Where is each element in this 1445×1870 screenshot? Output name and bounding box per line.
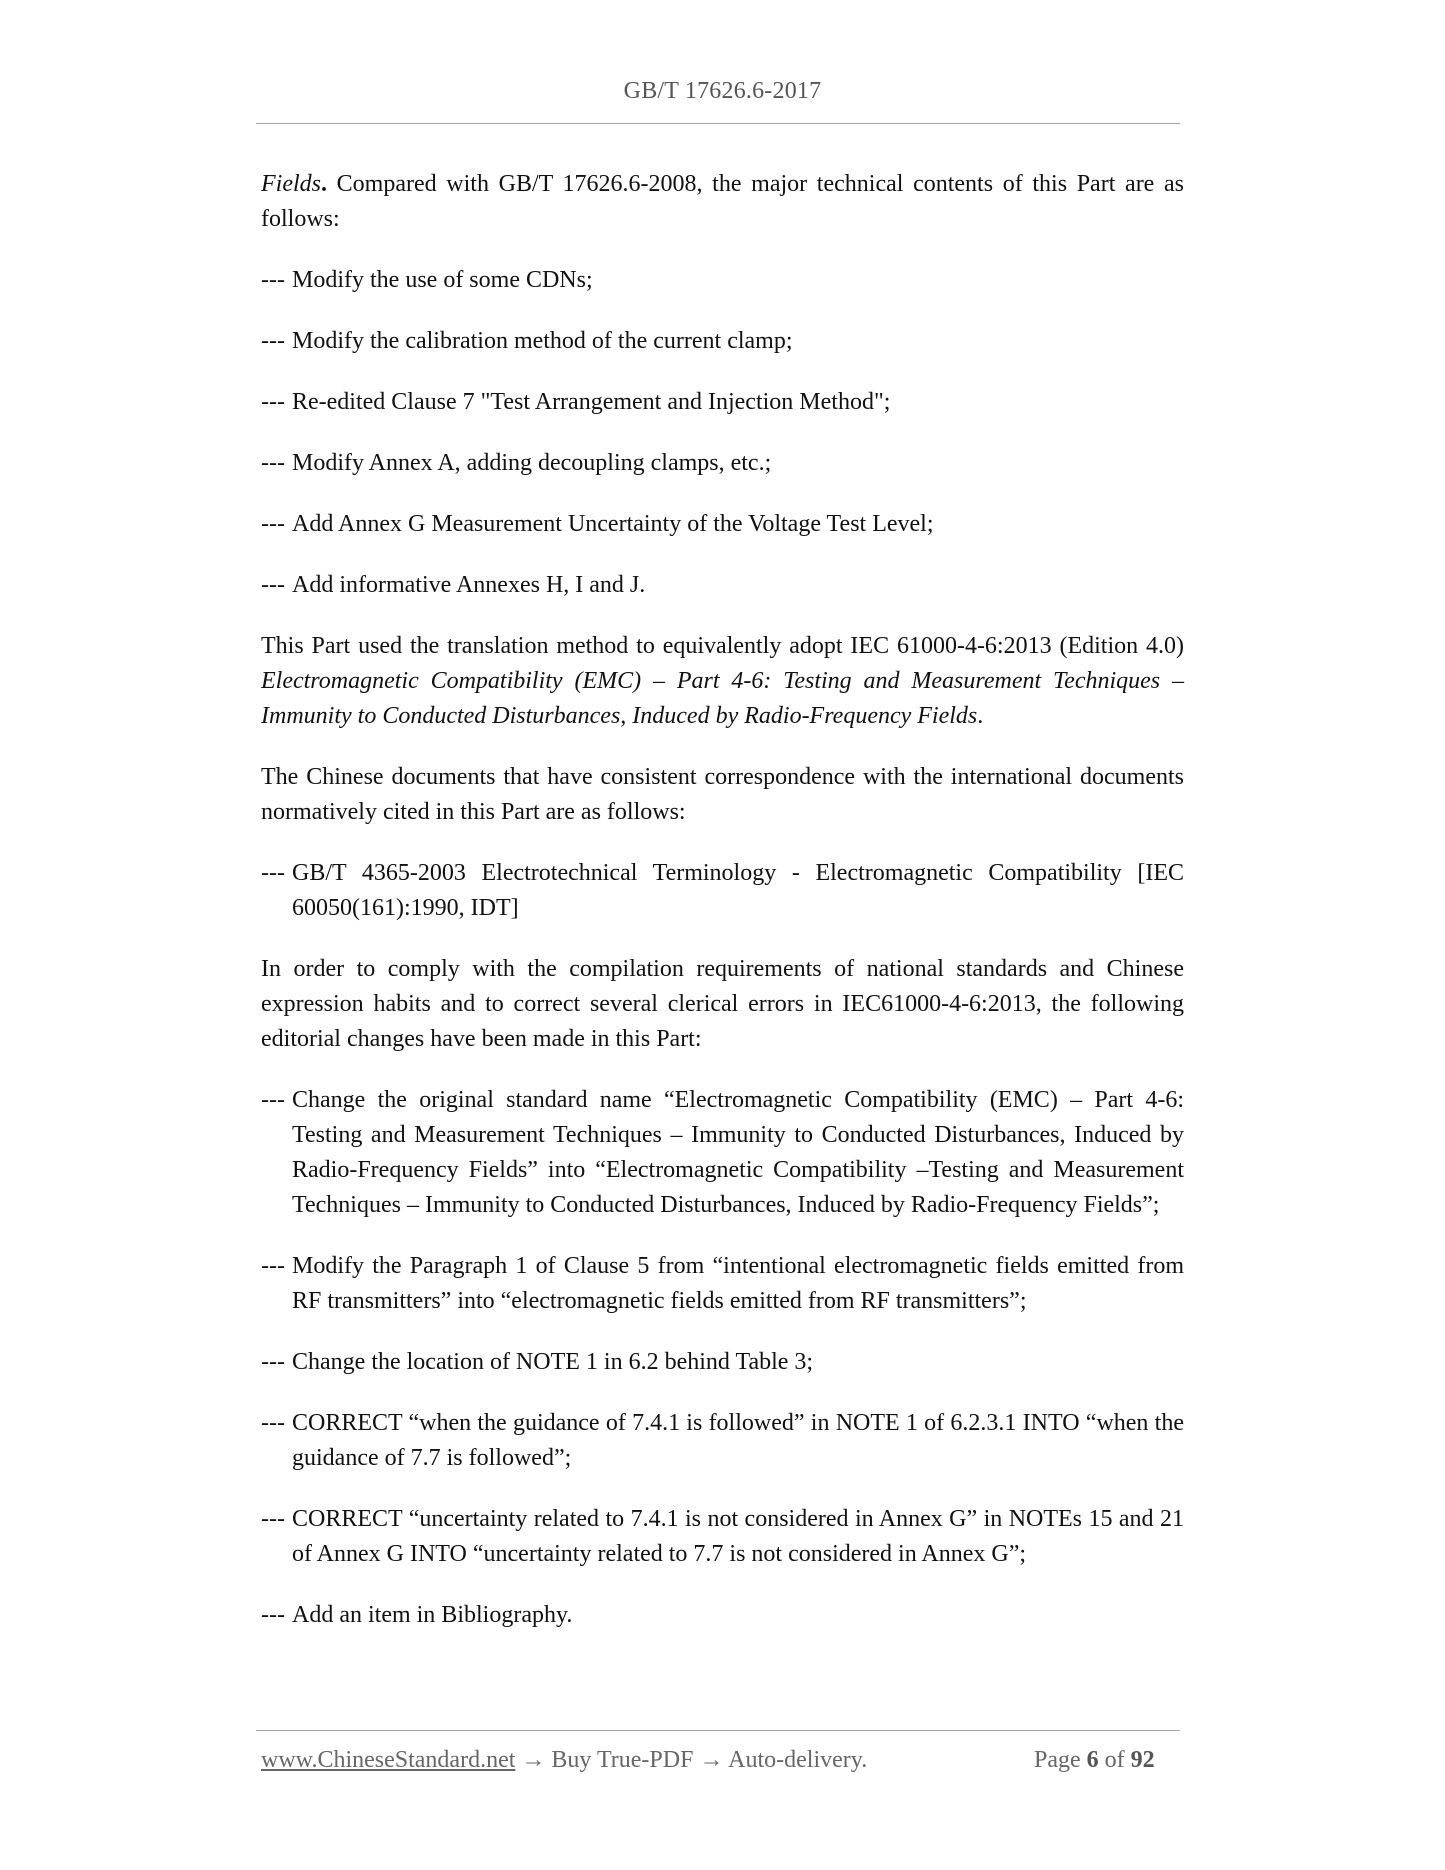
intro-italic: Fields xyxy=(261,171,321,197)
header-divider xyxy=(256,123,1180,124)
page-number xyxy=(1034,1747,1155,1774)
list-item xyxy=(229,1598,1184,1633)
dash-marker: --- xyxy=(261,328,285,354)
dash-marker: --- xyxy=(261,1253,285,1279)
dash-marker: --- xyxy=(261,1506,285,1532)
list-item xyxy=(229,1406,1184,1476)
adoption-paragraph xyxy=(261,629,1184,734)
adoption-text: This Part used the translation method to equivalently adopt IEC 61000-4-6:2013 (Edition 4.0) xyxy=(261,633,1184,659)
list-item-text: Add informative Annexes H, I and J. xyxy=(292,572,646,598)
list-item-text: CORRECT “uncertainty related to 7.4.1 is not considered in Annex G” in NOTEs 15 and 21 of Annex G INTO “uncertainty related to 7.7 is not considered in Annex G”; xyxy=(292,1506,1184,1567)
chinese-docs-paragraph: The Chinese documents that have consistent correspondence with the international documents normatively cited in this Part are as follows: xyxy=(261,764,1184,825)
list-item xyxy=(229,446,1184,481)
list-item-text: Modify the calibration method of the current clamp; xyxy=(292,328,793,354)
website-link[interactable]: www.ChineseStandard.net xyxy=(261,1747,516,1773)
list-item-text: Modify the use of some CDNs; xyxy=(292,267,593,293)
chinese-docs-list xyxy=(261,856,1184,926)
list-item xyxy=(229,385,1184,420)
adoption-end: . xyxy=(977,703,984,729)
list-item-text: Modify the Paragraph 1 of Clause 5 from “intentional electromagnetic fields emitted from RF transmitters” into “electromagnetic fields emitted from RF transmitters”; xyxy=(292,1253,1184,1314)
dash-marker: --- xyxy=(261,572,285,598)
list-item xyxy=(229,324,1184,359)
list-item-text: Modify Annex A, adding decoupling clamps, etc.; xyxy=(292,450,772,476)
current-page: 6 xyxy=(1086,1747,1099,1773)
adopted-standard-title: Electromagnetic Compatibility (EMC) – Part 4-6: Testing and Measurement Techniques – Immunity to Conducted Disturbances, Induced by Radio-Frequency Fields xyxy=(261,668,1184,729)
list-item-text: Change the original standard name “Electromagnetic Compatibility (EMC) – Part 4-6: Testing and Measurement Techniques – Immunity to Conducted Disturbances, Induced by Radio-Frequency Fields” into “Electromagnetic Compatibility –Testing and Measurement Techniques – Immunity to Conducted Disturbances, Induced by Radio-Frequency Fields”; xyxy=(292,1087,1184,1218)
arrow-right-icon: → xyxy=(521,1747,546,1773)
buy-pdf-text: Buy True-PDF xyxy=(551,1747,694,1773)
dash-marker: --- xyxy=(261,450,285,476)
editorial-paragraph: In order to comply with the compilation requirements of national standards and Chinese expression habits and to correct several clerical errors in IEC61000-4-6:2013, the following editorial changes have been made in this Part: xyxy=(261,956,1184,1052)
auto-delivery-text: Auto-delivery. xyxy=(728,1747,868,1773)
list-item-text: Add an item in Bibliography. xyxy=(292,1602,573,1628)
dash-marker: --- xyxy=(261,1410,285,1436)
list-item-text: CORRECT “when the guidance of 7.4.1 is followed” in NOTE 1 of 6.2.3.1 INTO “when the guidance of 7.7 is followed”; xyxy=(292,1410,1184,1471)
page-of-label: of xyxy=(1104,1747,1125,1773)
document-body xyxy=(261,167,1184,1659)
footer-promo xyxy=(261,1747,867,1774)
list-item xyxy=(229,568,1184,603)
dash-marker: --- xyxy=(261,389,285,415)
total-pages: 92 xyxy=(1130,1747,1155,1773)
intro-text: Compared with GB/T 17626.6-2008, the major technical contents of this Part are as follows: xyxy=(261,171,1184,232)
footer-divider xyxy=(256,1730,1180,1731)
list-item xyxy=(229,507,1184,542)
list-item-text: Change the location of NOTE 1 in 6.2 behind Table 3; xyxy=(292,1349,814,1375)
list-item xyxy=(229,263,1184,298)
dash-marker: --- xyxy=(261,1602,285,1628)
dash-marker: --- xyxy=(261,1349,285,1375)
technical-changes-list xyxy=(261,263,1184,603)
list-item-text: GB/T 4365-2003 Electrotechnical Terminology - Electromagnetic Compatibility [IEC 60050(161):1990, IDT] xyxy=(292,860,1184,921)
intro-dot: . xyxy=(321,171,327,197)
list-item xyxy=(229,856,1184,926)
dash-marker: --- xyxy=(261,511,285,537)
editorial-changes-list xyxy=(261,1083,1184,1633)
list-item-text: Add Annex G Measurement Uncertainty of the Voltage Test Level; xyxy=(292,511,934,537)
dash-marker: --- xyxy=(261,860,285,886)
page-label: Page xyxy=(1034,1747,1081,1773)
dash-marker: --- xyxy=(261,267,285,293)
list-item-text: Re-edited Clause 7 "Test Arrangement and Injection Method"; xyxy=(292,389,891,415)
list-item xyxy=(229,1083,1184,1223)
list-item xyxy=(229,1502,1184,1572)
list-item xyxy=(229,1345,1184,1380)
arrow-right-icon: → xyxy=(699,1747,724,1773)
dash-marker: --- xyxy=(261,1087,285,1113)
list-item xyxy=(229,1249,1184,1319)
intro-paragraph xyxy=(261,167,1184,237)
page-header-title: GB/T 17626.6-2017 xyxy=(623,78,822,104)
